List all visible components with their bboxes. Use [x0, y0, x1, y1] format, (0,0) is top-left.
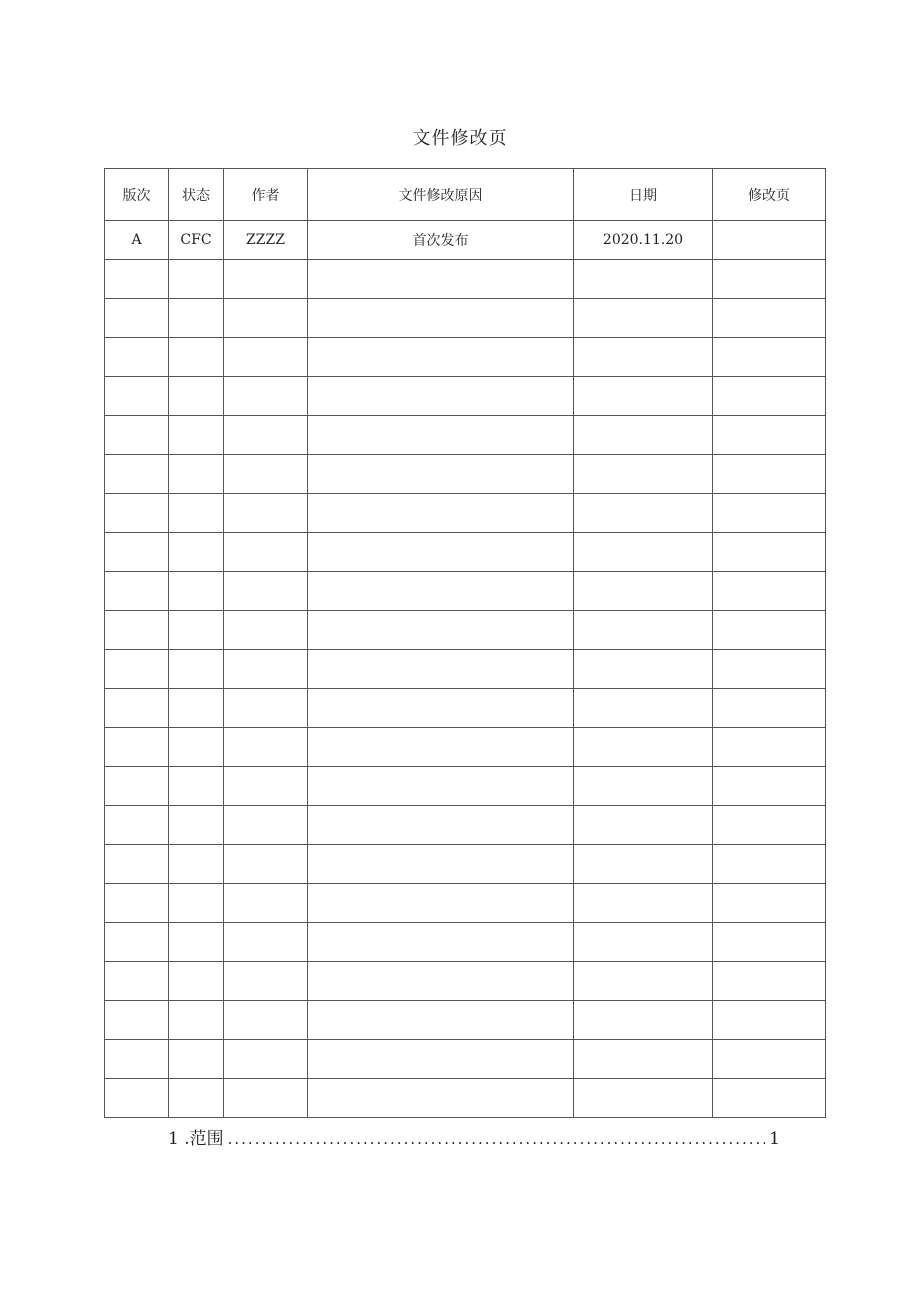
cell-pages: [713, 260, 826, 299]
cell-status: [169, 377, 224, 416]
cell-status: [169, 845, 224, 884]
cell-date: [574, 884, 713, 923]
cell-version: [105, 338, 169, 377]
cell-reason: [308, 884, 574, 923]
cell-reason: [308, 962, 574, 1001]
cell-author: [224, 1079, 308, 1118]
cell-pages: [713, 533, 826, 572]
table-header-row: [105, 169, 826, 221]
cell-reason: [308, 494, 574, 533]
cell-reason: [308, 572, 574, 611]
table-row: [105, 572, 826, 611]
cell-pages: [713, 728, 826, 767]
cell-date: [574, 416, 713, 455]
cell-reason: [308, 806, 574, 845]
cell-version: [105, 416, 169, 455]
cell-author: [224, 650, 308, 689]
cell-date: [574, 806, 713, 845]
cell-version: [105, 455, 169, 494]
cell-status: [169, 962, 224, 1001]
cell-pages: [713, 494, 826, 533]
cell-pages: [713, 416, 826, 455]
table-row: [105, 884, 826, 923]
cell-author: [224, 923, 308, 962]
cell-author: [224, 572, 308, 611]
cell-date: [574, 1040, 713, 1079]
cell-pages: [713, 338, 826, 377]
cell-reason: [308, 767, 574, 806]
cell-status: [169, 533, 224, 572]
cell-status: [169, 611, 224, 650]
cell-version: [105, 572, 169, 611]
cell-date: [574, 611, 713, 650]
table-row: [105, 416, 826, 455]
cell-version: A: [105, 221, 169, 260]
cell-status: [169, 806, 224, 845]
cell-date: 2020.11.20: [574, 221, 713, 260]
cell-status: [169, 767, 224, 806]
cell-status: [169, 884, 224, 923]
cell-pages: [713, 221, 826, 260]
cell-reason: [308, 416, 574, 455]
cell-status: [169, 455, 224, 494]
cell-date: [574, 299, 713, 338]
cell-version: [105, 728, 169, 767]
cell-reason: [308, 611, 574, 650]
cell-status: [169, 416, 224, 455]
cell-author: [224, 806, 308, 845]
header-version: 版次: [105, 169, 169, 221]
cell-date: [574, 494, 713, 533]
cell-version: [105, 845, 169, 884]
table-body: [105, 221, 826, 1118]
table-row: [105, 260, 826, 299]
table-row: [105, 338, 826, 377]
cell-status: [169, 572, 224, 611]
cell-pages: [713, 845, 826, 884]
cell-reason: [308, 689, 574, 728]
cell-author: [224, 299, 308, 338]
cell-version: [105, 494, 169, 533]
cell-reason: [308, 455, 574, 494]
table-row: [105, 650, 826, 689]
table-row: [105, 377, 826, 416]
cell-author: [224, 728, 308, 767]
cell-author: [224, 338, 308, 377]
cell-pages: [713, 884, 826, 923]
cell-status: [169, 728, 224, 767]
header-author: 作者: [224, 169, 308, 221]
cell-reason: [308, 338, 574, 377]
cell-date: [574, 572, 713, 611]
toc-leader-dots: [228, 1130, 766, 1148]
cell-version: [105, 533, 169, 572]
cell-pages: [713, 377, 826, 416]
cell-version: [105, 884, 169, 923]
cell-date: [574, 1079, 713, 1118]
cell-author: [224, 689, 308, 728]
table-row: [105, 728, 826, 767]
header-status: 状态: [169, 169, 224, 221]
cell-pages: [713, 299, 826, 338]
cell-author: [224, 416, 308, 455]
cell-reason: [308, 728, 574, 767]
header-date: 日期: [574, 169, 713, 221]
cell-reason: [308, 923, 574, 962]
table-row: [105, 494, 826, 533]
cell-date: [574, 962, 713, 1001]
cell-version: [105, 1040, 169, 1079]
cell-reason: [308, 1079, 574, 1118]
cell-pages: [713, 923, 826, 962]
cell-status: [169, 923, 224, 962]
table-row: [105, 455, 826, 494]
table-row: [105, 806, 826, 845]
cell-date: [574, 728, 713, 767]
cell-date: [574, 1001, 713, 1040]
table-row: [105, 845, 826, 884]
cell-reason: [308, 299, 574, 338]
cell-reason: [308, 1040, 574, 1079]
cell-author: [224, 884, 308, 923]
cell-author: [224, 494, 308, 533]
table-row: [105, 923, 826, 962]
cell-pages: [713, 1079, 826, 1118]
cell-author: [224, 962, 308, 1001]
cell-version: [105, 260, 169, 299]
toc-label: 1 .范围: [168, 1129, 224, 1149]
cell-pages: [713, 962, 826, 1001]
cell-pages: [713, 767, 826, 806]
cell-status: [169, 1079, 224, 1118]
cell-date: [574, 338, 713, 377]
cell-pages: [713, 611, 826, 650]
cell-reason: [308, 650, 574, 689]
cell-status: [169, 299, 224, 338]
toc-page-number: 1: [769, 1129, 780, 1149]
table-row: [105, 533, 826, 572]
cell-date: [574, 377, 713, 416]
cell-author: [224, 533, 308, 572]
revision-table: [104, 168, 826, 1118]
cell-version: [105, 1001, 169, 1040]
cell-version: [105, 767, 169, 806]
cell-reason: [308, 845, 574, 884]
table-row: [105, 299, 826, 338]
cell-pages: [713, 806, 826, 845]
cell-pages: [713, 1040, 826, 1079]
cell-date: [574, 923, 713, 962]
cell-version: [105, 689, 169, 728]
cell-author: ZZZZ: [224, 221, 308, 260]
cell-reason: [308, 260, 574, 299]
cell-version: [105, 299, 169, 338]
cell-reason: 首次发布: [308, 221, 574, 260]
cell-version: [105, 611, 169, 650]
table-row: [105, 962, 826, 1001]
table-row: [105, 611, 826, 650]
cell-status: [169, 689, 224, 728]
cell-pages: [713, 1001, 826, 1040]
cell-version: [105, 806, 169, 845]
table-row: [105, 1001, 826, 1040]
cell-reason: [308, 533, 574, 572]
cell-version: [105, 962, 169, 1001]
cell-date: [574, 455, 713, 494]
cell-date: [574, 533, 713, 572]
table-row: [105, 1040, 826, 1079]
cell-author: [224, 1040, 308, 1079]
cell-status: [169, 1001, 224, 1040]
table-row: [105, 221, 826, 260]
cell-pages: [713, 650, 826, 689]
cell-pages: [713, 689, 826, 728]
page-title: 文件修改页: [412, 128, 508, 149]
cell-status: [169, 494, 224, 533]
cell-author: [224, 845, 308, 884]
table-row: [105, 767, 826, 806]
cell-pages: [713, 572, 826, 611]
cell-author: [224, 1001, 308, 1040]
header-pages: 修改页: [713, 169, 826, 221]
cell-author: [224, 260, 308, 299]
cell-version: [105, 923, 169, 962]
cell-date: [574, 845, 713, 884]
cell-version: [105, 1079, 169, 1118]
cell-author: [224, 767, 308, 806]
cell-author: [224, 377, 308, 416]
cell-status: [169, 650, 224, 689]
toc-entry[interactable]: [168, 1124, 780, 1149]
cell-date: [574, 689, 713, 728]
cell-pages: [713, 455, 826, 494]
table-row: [105, 1079, 826, 1118]
cell-version: [105, 650, 169, 689]
cell-author: [224, 455, 308, 494]
cell-date: [574, 767, 713, 806]
cell-date: [574, 650, 713, 689]
cell-status: [169, 260, 224, 299]
cell-status: CFC: [169, 221, 224, 260]
cell-reason: [308, 1001, 574, 1040]
cell-version: [105, 377, 169, 416]
cell-author: [224, 611, 308, 650]
header-reason: 文件修改原因: [308, 169, 574, 221]
cell-status: [169, 1040, 224, 1079]
table-row: [105, 689, 826, 728]
cell-date: [574, 260, 713, 299]
cell-status: [169, 338, 224, 377]
cell-reason: [308, 377, 574, 416]
